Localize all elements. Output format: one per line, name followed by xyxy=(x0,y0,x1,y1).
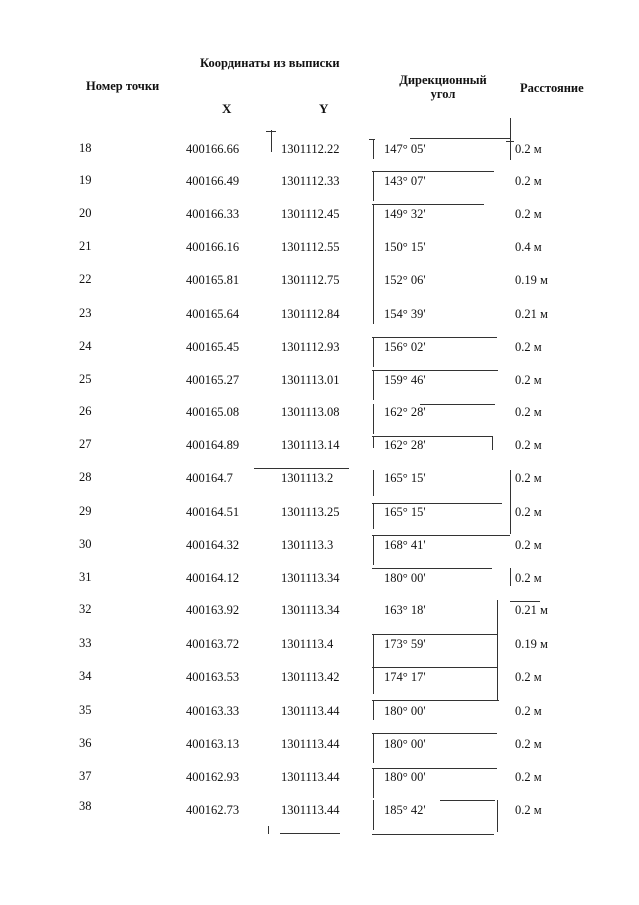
direction-angle: 159° 46' xyxy=(384,373,426,387)
point-number: 32 xyxy=(79,602,92,616)
x-coordinate: 400166.49 xyxy=(186,174,240,188)
point-number: 27 xyxy=(79,437,92,451)
point-number: 20 xyxy=(79,206,92,220)
x-coordinate: 400165.08 xyxy=(186,405,240,419)
point-number: 34 xyxy=(79,669,92,683)
x-coordinate: 400165.45 xyxy=(186,340,240,354)
point-number: 38 xyxy=(79,799,92,813)
direction-angle: 180° 00' xyxy=(384,737,426,751)
y-coordinate: 1301112.33 xyxy=(281,174,340,188)
point-number: 22 xyxy=(79,272,92,286)
distance: 0.4 м xyxy=(515,240,542,254)
distance: 0.2 м xyxy=(515,142,542,156)
distance: 0.21 м xyxy=(515,603,548,617)
direction-angle: 180° 00' xyxy=(384,571,426,585)
point-number: 18 xyxy=(79,141,92,155)
y-coordinate: 1301113.44 xyxy=(281,737,340,751)
y-coordinate: 1301113.34 xyxy=(281,571,340,585)
table-row xyxy=(0,470,639,492)
direction-angle: 165° 15' xyxy=(384,505,426,519)
x-coordinate: 400162.93 xyxy=(186,770,240,784)
direction-angle: 180° 00' xyxy=(384,704,426,718)
x-coordinate: 400163.92 xyxy=(186,603,240,617)
table-row xyxy=(0,272,639,294)
point-number: 30 xyxy=(79,537,92,551)
header-distance: Расстояние xyxy=(520,81,584,95)
x-coordinate: 400163.13 xyxy=(186,737,240,751)
table-row xyxy=(0,769,639,791)
y-coordinate: 1301112.75 xyxy=(281,273,340,287)
x-coordinate: 400165.64 xyxy=(186,307,240,321)
y-coordinate: 1301113.14 xyxy=(281,438,340,452)
point-number: 29 xyxy=(79,504,92,518)
distance: 0.2 м xyxy=(515,571,542,585)
table-row xyxy=(0,669,639,691)
y-coordinate: 1301112.93 xyxy=(281,340,340,354)
distance: 0.2 м xyxy=(515,340,542,354)
distance: 0.19 м xyxy=(515,637,548,651)
x-coordinate: 400164.7 xyxy=(186,471,233,485)
x-coordinate: 400163.33 xyxy=(186,704,240,718)
y-coordinate: 1301113.08 xyxy=(281,405,340,419)
table-row xyxy=(0,239,639,261)
distance: 0.2 м xyxy=(515,174,542,188)
y-coordinate: 1301113.4 xyxy=(281,637,334,651)
y-coordinate: 1301113.2 xyxy=(281,471,334,485)
distance: 0.19 м xyxy=(515,273,548,287)
x-coordinate: 400163.53 xyxy=(186,670,240,684)
table-row xyxy=(0,799,639,824)
table-row xyxy=(0,404,639,426)
direction-angle: 168° 41' xyxy=(384,538,426,552)
distance: 0.2 м xyxy=(515,405,542,419)
y-coordinate: 1301113.44 xyxy=(281,803,340,817)
header-direction-angle: Дирекционный угол xyxy=(399,73,487,101)
direction-angle: 162° 28' xyxy=(384,405,426,419)
point-number: 25 xyxy=(79,372,92,386)
table-row xyxy=(0,372,639,394)
y-coordinate: 1301112.22 xyxy=(281,142,340,156)
direction-angle: 150° 15' xyxy=(384,240,426,254)
y-coordinate: 1301113.42 xyxy=(281,670,340,684)
direction-angle: 165° 15' xyxy=(384,471,426,485)
x-coordinate: 400162.73 xyxy=(186,803,240,817)
distance: 0.2 м xyxy=(515,373,542,387)
y-coordinate: 1301113.44 xyxy=(281,770,340,784)
point-number: 28 xyxy=(79,470,92,484)
point-number: 19 xyxy=(79,173,92,187)
distance: 0.2 м xyxy=(515,704,542,718)
x-coordinate: 400164.89 xyxy=(186,438,240,452)
distance: 0.2 м xyxy=(515,538,542,552)
y-coordinate: 1301113.25 xyxy=(281,505,340,519)
distance: 0.2 м xyxy=(515,505,542,519)
direction-angle: 156° 02' xyxy=(384,340,426,354)
table-row xyxy=(0,504,639,526)
direction-angle: 173° 59' xyxy=(384,637,426,651)
x-coordinate: 400166.33 xyxy=(186,207,240,221)
y-coordinate: 1301112.84 xyxy=(281,307,340,321)
distance: 0.2 м xyxy=(515,438,542,452)
table-row xyxy=(0,173,639,195)
point-number: 37 xyxy=(79,769,92,783)
direction-angle: 162° 28' xyxy=(384,438,426,452)
table-row xyxy=(0,602,639,624)
header-point-number: Номер точки xyxy=(86,79,160,93)
table-row xyxy=(0,141,639,163)
point-number: 36 xyxy=(79,736,92,750)
distance: 0.2 м xyxy=(515,471,542,485)
table-row xyxy=(0,570,639,592)
x-coordinate: 400163.72 xyxy=(186,637,240,651)
header-coords-title: Координаты из выписки xyxy=(200,56,340,70)
direction-angle: 154° 39' xyxy=(384,307,426,321)
point-number: 35 xyxy=(79,703,92,717)
y-coordinate: 1301112.45 xyxy=(281,207,340,221)
x-coordinate: 400164.32 xyxy=(186,538,240,552)
distance: 0.21 м xyxy=(515,307,548,321)
table-row xyxy=(0,537,639,559)
point-number: 26 xyxy=(79,404,92,418)
table-row xyxy=(0,206,639,228)
direction-angle: 185° 42' xyxy=(384,803,426,817)
direction-angle: 180° 00' xyxy=(384,770,426,784)
table-row xyxy=(0,736,639,758)
distance: 0.2 м xyxy=(515,737,542,751)
direction-angle: 143° 07' xyxy=(384,174,426,188)
header-x: X xyxy=(222,101,232,116)
y-coordinate: 1301113.3 xyxy=(281,538,334,552)
direction-angle: 149° 32' xyxy=(384,207,426,221)
table-row xyxy=(0,339,639,361)
y-coordinate: 1301113.44 xyxy=(281,704,340,718)
x-coordinate: 400166.66 xyxy=(186,142,240,156)
point-number: 23 xyxy=(79,306,92,320)
y-coordinate: 1301112.55 xyxy=(281,240,340,254)
table-row xyxy=(0,703,639,725)
x-coordinate: 400165.27 xyxy=(186,373,240,387)
direction-angle: 152° 06' xyxy=(384,273,426,287)
table-row xyxy=(0,306,639,328)
x-coordinate: 400166.16 xyxy=(186,240,240,254)
x-coordinate: 400164.12 xyxy=(186,571,240,585)
distance: 0.2 м xyxy=(515,770,542,784)
table-row xyxy=(0,437,639,459)
y-coordinate: 1301113.01 xyxy=(281,373,340,387)
point-number: 21 xyxy=(79,239,92,253)
y-coordinate: 1301113.34 xyxy=(281,603,340,617)
direction-angle: 147° 05' xyxy=(384,142,426,156)
distance: 0.2 м xyxy=(515,670,542,684)
table-row xyxy=(0,636,639,658)
point-number: 24 xyxy=(79,339,92,353)
distance: 0.2 м xyxy=(515,207,542,221)
header-y: Y xyxy=(319,101,329,116)
point-number: 33 xyxy=(79,636,92,650)
x-coordinate: 400165.81 xyxy=(186,273,240,287)
distance: 0.2 м xyxy=(515,803,542,817)
direction-angle: 174° 17' xyxy=(384,670,426,684)
direction-angle: 163° 18' xyxy=(384,603,426,617)
point-number: 31 xyxy=(79,570,92,584)
x-coordinate: 400164.51 xyxy=(186,505,240,519)
